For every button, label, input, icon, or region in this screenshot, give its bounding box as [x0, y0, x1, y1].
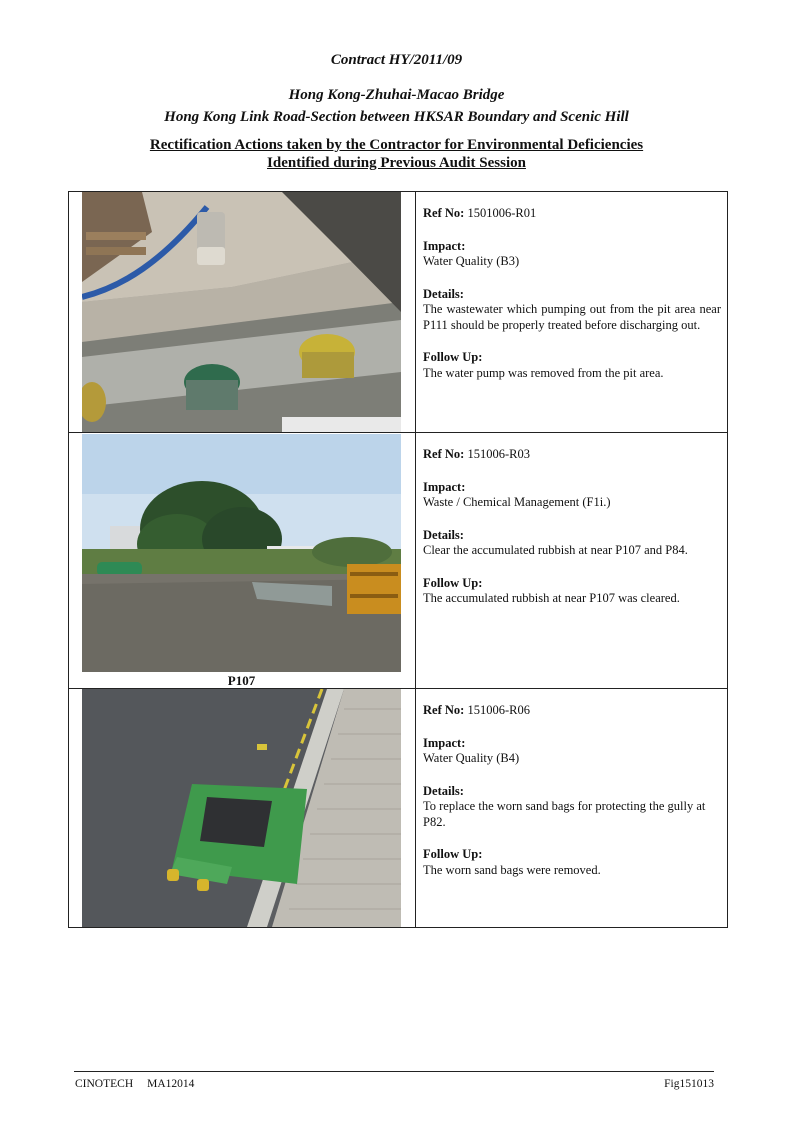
title-line-1: Rectification Actions taken by the Contractor for Environmental Deficiencies — [149, 137, 644, 153]
footer-company: CINOTECH — [75, 1078, 134, 1090]
footer-figure-number: Fig151013 — [664, 1078, 714, 1090]
page-title — [0, 136, 793, 172]
details-label: Details: — [423, 286, 464, 301]
site-photo-gully-sandbags — [82, 689, 401, 927]
details-label: Details: — [423, 527, 464, 542]
record-info — [423, 703, 721, 895]
project-title — [0, 84, 793, 128]
details-value: To replace the worn sand bags for protecting the gully at P82. — [423, 799, 706, 829]
ref-no: 151006-R06 — [467, 703, 530, 717]
record-info — [423, 206, 721, 398]
impact-label: Impact: — [423, 735, 466, 750]
follow-up-label: Follow Up: — [423, 575, 483, 590]
ref-label: Ref No: — [423, 447, 465, 461]
site-photo-rubbish-area — [82, 434, 401, 672]
record-info — [423, 447, 721, 624]
ref-label: Ref No: — [423, 206, 465, 220]
follow-up-value: The worn sand bags were removed. — [423, 862, 601, 877]
table-row — [69, 192, 727, 433]
impact-value: Water Quality (B4) — [423, 751, 520, 765]
rectification-table — [68, 191, 728, 928]
ref-label: Ref No: — [423, 703, 465, 717]
follow-up-label: Follow Up: — [423, 350, 483, 364]
site-photo-pit-pump — [82, 192, 401, 432]
follow-up-label: Follow Up: — [423, 847, 483, 861]
footer-divider — [74, 1071, 714, 1072]
table-row — [69, 433, 727, 689]
ref-no: 1501006-R01 — [467, 206, 537, 220]
ref-no: 151006-R03 — [467, 447, 530, 461]
impact-value: Waste / Chemical Management (F1i.) — [423, 495, 611, 509]
follow-up-value: The accumulated rubbish at near P107 was cleared. — [423, 591, 680, 605]
table-row — [69, 689, 727, 927]
impact-label: Impact: — [423, 479, 466, 494]
title-line-2: Identified during Previous Audit Session — [267, 155, 526, 171]
project-line-2: Hong Kong Link Road-Section between HKSAR Boundary and Scenic Hill — [164, 109, 629, 125]
footer-left — [75, 1078, 194, 1090]
details-value: The wastewater which pumping out from the pit area near P111 should be properly treated before discharging out. — [423, 302, 721, 332]
details-label: Details: — [423, 783, 464, 798]
impact-value: Water Quality (B3) — [423, 254, 520, 268]
follow-up-value: The water pump was removed from the pit area. — [423, 365, 664, 380]
contract-number: Contract HY/2011/09 — [330, 52, 463, 68]
details-value: Clear the accumulated rubbish at near P107 and P84. — [423, 543, 688, 557]
photo-caption: P107 — [227, 673, 256, 688]
project-line-1: Hong Kong-Zhuhai-Macao Bridge — [288, 87, 505, 103]
footer-doc-code: MA12014 — [147, 1078, 195, 1090]
impact-label: Impact: — [423, 238, 466, 253]
